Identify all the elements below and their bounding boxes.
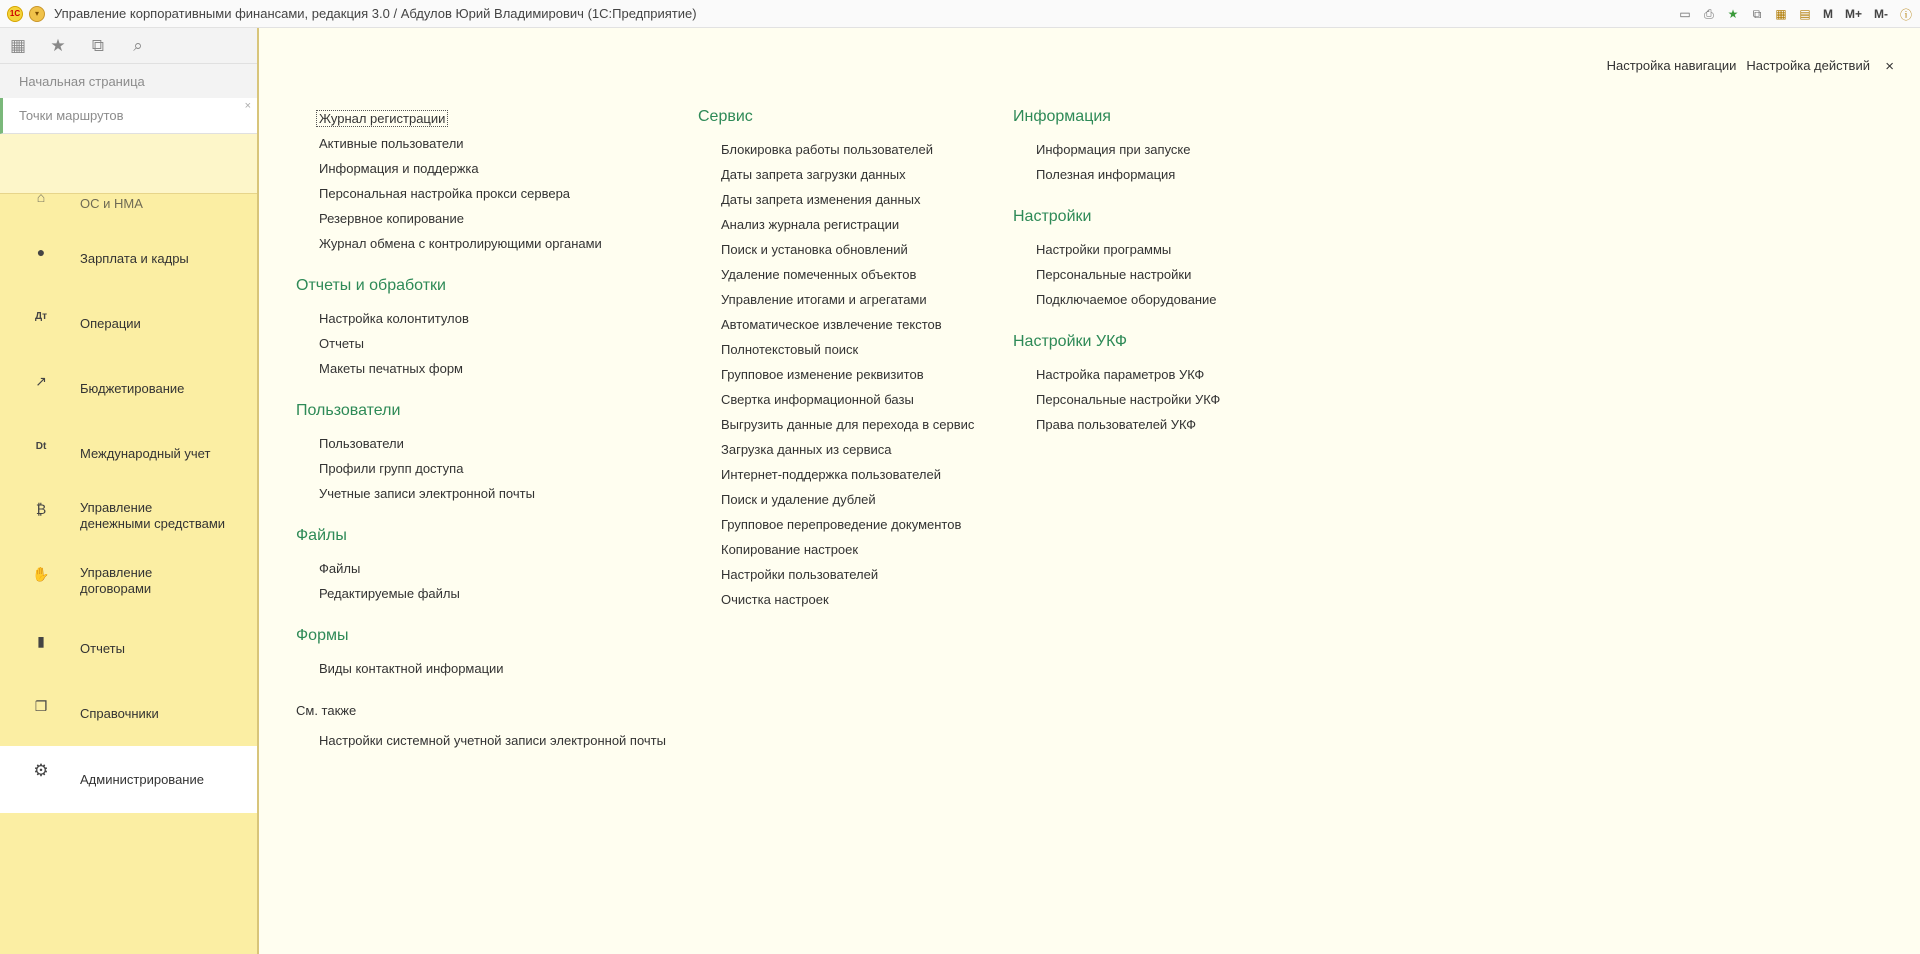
link-proxy-settings[interactable]: Персональная настройка прокси сервера [319,186,571,201]
catalog-icon: ❐ [34,697,48,714]
link-print-forms[interactable]: Макеты печатных форм [319,361,463,376]
sidebar [0,28,258,954]
link-program-settings[interactable]: Настройки программы [1036,242,1172,257]
link-email-accounts[interactable]: Учетные записи электронной почты [319,486,535,501]
section-see-also: См. также [296,703,357,718]
sidebar-item-cash[interactable] [0,494,257,544]
sidebar-item-reports[interactable] [0,629,257,669]
sidebar-item-administration[interactable] [0,746,257,813]
panel-settings-links [1607,58,1870,73]
title-toolbar [1675,4,1916,24]
section-settings: Настройки [1013,208,1092,225]
budget-chart-icon: ↗ [35,372,47,389]
sidebar-item-budgeting[interactable] [0,369,257,409]
link-service-item[interactable]: Поиск и удаление дублей [721,492,876,507]
link-service-item[interactable]: Очистка настроек [721,592,829,607]
link-exchange-log[interactable]: Журнал обмена с контролирующими органами [319,236,602,251]
memory-plus-button[interactable]: M+ [1844,7,1862,21]
sidebar-item-label: Бюджетирование [80,381,185,396]
sidebar-start-page[interactable]: Начальная страница [0,64,257,98]
fixed-assets-icon: ⌂ [36,194,46,205]
link-useful-info[interactable]: Полезная информация [1036,167,1176,182]
sidebar-item-operations[interactable] [0,304,257,344]
dt-ct-icon: Dt [35,440,47,452]
sidebar-item-international[interactable] [0,434,257,474]
section-information: Информация [1013,108,1111,125]
sidebar-item-catalogs[interactable] [0,694,257,734]
main-menu-button[interactable]: ▾ [29,6,45,22]
section-forms: Формы [296,627,349,644]
link-service-item[interactable]: Даты запрета загрузки данных [721,167,906,182]
sidebar-item-fixed-assets[interactable] [0,194,257,214]
sidebar-item-label: ОС и НМА [80,196,143,211]
sidebar-item-label: Справочники [80,706,159,721]
link-equipment[interactable]: Подключаемое оборудование [1036,292,1217,307]
link-ukf-personal[interactable]: Персональные настройки УКФ [1036,392,1221,407]
link-service-item[interactable]: Даты запрета изменения данных [721,192,921,207]
sidebar-item-label: Администрирование [80,772,204,787]
link-service-item[interactable]: Копирование настроек [721,542,859,557]
link-header-footer[interactable]: Настройка колонтитулов [319,311,469,326]
link-service-item[interactable]: Блокировка работы пользователей [721,142,934,157]
memory-m-button[interactable]: M [1822,7,1833,21]
gear-icon: ⚙ [33,761,49,780]
section-files: Файлы [296,527,347,544]
action-settings-link[interactable]: Настройка действий [1746,58,1870,73]
link-service-item[interactable]: Интернет-поддержка пользователей [721,467,941,482]
link-service-item[interactable]: Анализ журнала регистрации [721,217,900,232]
sidebar-item-label: Управление денежными средствами [80,500,226,531]
navigation-settings-link[interactable]: Настройка навигации [1606,58,1737,73]
sidebar-item-label: Управление договорами [80,565,153,596]
link-service-item[interactable]: Загрузка данных из сервиса [721,442,892,457]
link-startup-info[interactable]: Информация при запуске [1036,142,1191,157]
section-reports-processing: Отчеты и обработки [296,277,446,294]
sidebar-item-contracts[interactable] [0,559,257,609]
dt-kt-icon: Дт [34,310,48,322]
memory-minus-button[interactable]: M- [1874,7,1888,21]
link-registration-log[interactable]: Журнал регистрации [319,111,446,126]
title-bar [0,0,1920,28]
calculator-icon[interactable]: ▦ [1775,7,1787,21]
link-access-profiles[interactable]: Профили групп доступа [319,461,464,476]
link-personal-settings[interactable]: Персональные настройки [1036,267,1192,282]
sidebar-item-label: Отчеты [80,641,125,656]
link-service-item[interactable]: Групповое изменение реквизитов [721,367,924,382]
link-ukf-rights[interactable]: Права пользователей УКФ [1036,417,1197,432]
sidebar-item-label: Зарплата и кадры [80,251,189,266]
sidebar-item-payroll[interactable] [0,239,257,279]
sidebar-spacer [0,134,257,194]
link-service-item[interactable]: Автоматическое извлечение текстов [721,317,942,332]
link-icon[interactable]: ⧉ [1752,6,1762,21]
link-backup[interactable]: Резервное копирование [319,211,464,226]
tab-label: Точки маршрутов [19,108,124,123]
search-icon[interactable]: ⌕ [133,35,143,55]
link-editable-files[interactable]: Редактируемые файлы [319,586,460,601]
bar-chart-icon: ▮ [37,632,45,649]
link-service-item[interactable]: Групповое перепроведение документов [721,517,962,532]
sidebar-open-tab[interactable] [0,98,257,134]
handshake-icon: ✋ [32,565,50,582]
link-service-item[interactable]: Свертка информационной базы [721,392,914,407]
link-files[interactable]: Файлы [319,561,361,576]
person-icon: ● [36,244,46,260]
sidebar-toolbar [0,28,257,64]
cash-icon: ₿ [35,501,47,517]
sidebar-item-label: Операции [80,316,141,331]
link-system-email-settings[interactable]: Настройки системной учетной записи электронной почты [319,733,666,748]
info-icon[interactable]: ⓘ [1899,7,1912,22]
favorites-star-icon[interactable]: ★ [50,35,66,55]
calendar-icon[interactable]: ▤ [1799,7,1811,21]
link-service-item[interactable]: Удаление помеченных объектов [721,267,917,282]
link-active-users[interactable]: Активные пользователи [319,136,464,151]
panel-close-icon[interactable]: × [1885,58,1894,75]
favorites-add-icon[interactable]: ★ [1727,7,1739,21]
section-ukf-settings: Настройки УКФ [1013,333,1127,350]
main-panel [258,28,1920,954]
sections-list [0,194,257,914]
section-users: Пользователи [296,402,401,419]
link-service-item[interactable]: Настройки пользователей [721,567,879,582]
sidebar-item-label: Международный учет [80,446,211,461]
sections-grid-icon[interactable]: ▦ [9,35,27,55]
link-service-item[interactable]: Управление итогами и агрегатами [721,292,927,307]
link-reports[interactable]: Отчеты [319,336,364,351]
window-title: Управление корпоративными финансами, редакция 3.0 / Абдулов Юрий Владимирович (1С:Предприятие) [54,6,697,21]
link-service-item[interactable]: Поиск и установка обновлений [721,242,908,257]
history-icon[interactable]: ⧉ [91,35,105,55]
tab-close-icon[interactable]: × [244,100,251,112]
1c-logo-icon: 1С [7,6,23,22]
section-service: Сервис [698,108,753,125]
link-service-item[interactable]: Выгрузить данные для перехода в сервис [721,417,975,432]
link-info-support[interactable]: Информация и поддержка [319,161,479,176]
link-ukf-parameters[interactable]: Настройка параметров УКФ [1036,367,1205,382]
link-service-item[interactable]: Полнотекстовый поиск [721,342,859,357]
link-contact-info-kinds[interactable]: Виды контактной информации [319,661,504,676]
link-users[interactable]: Пользователи [319,436,404,451]
print-icon[interactable]: ⎙ [1704,6,1714,21]
save-icon[interactable]: ▭ [1679,7,1691,21]
